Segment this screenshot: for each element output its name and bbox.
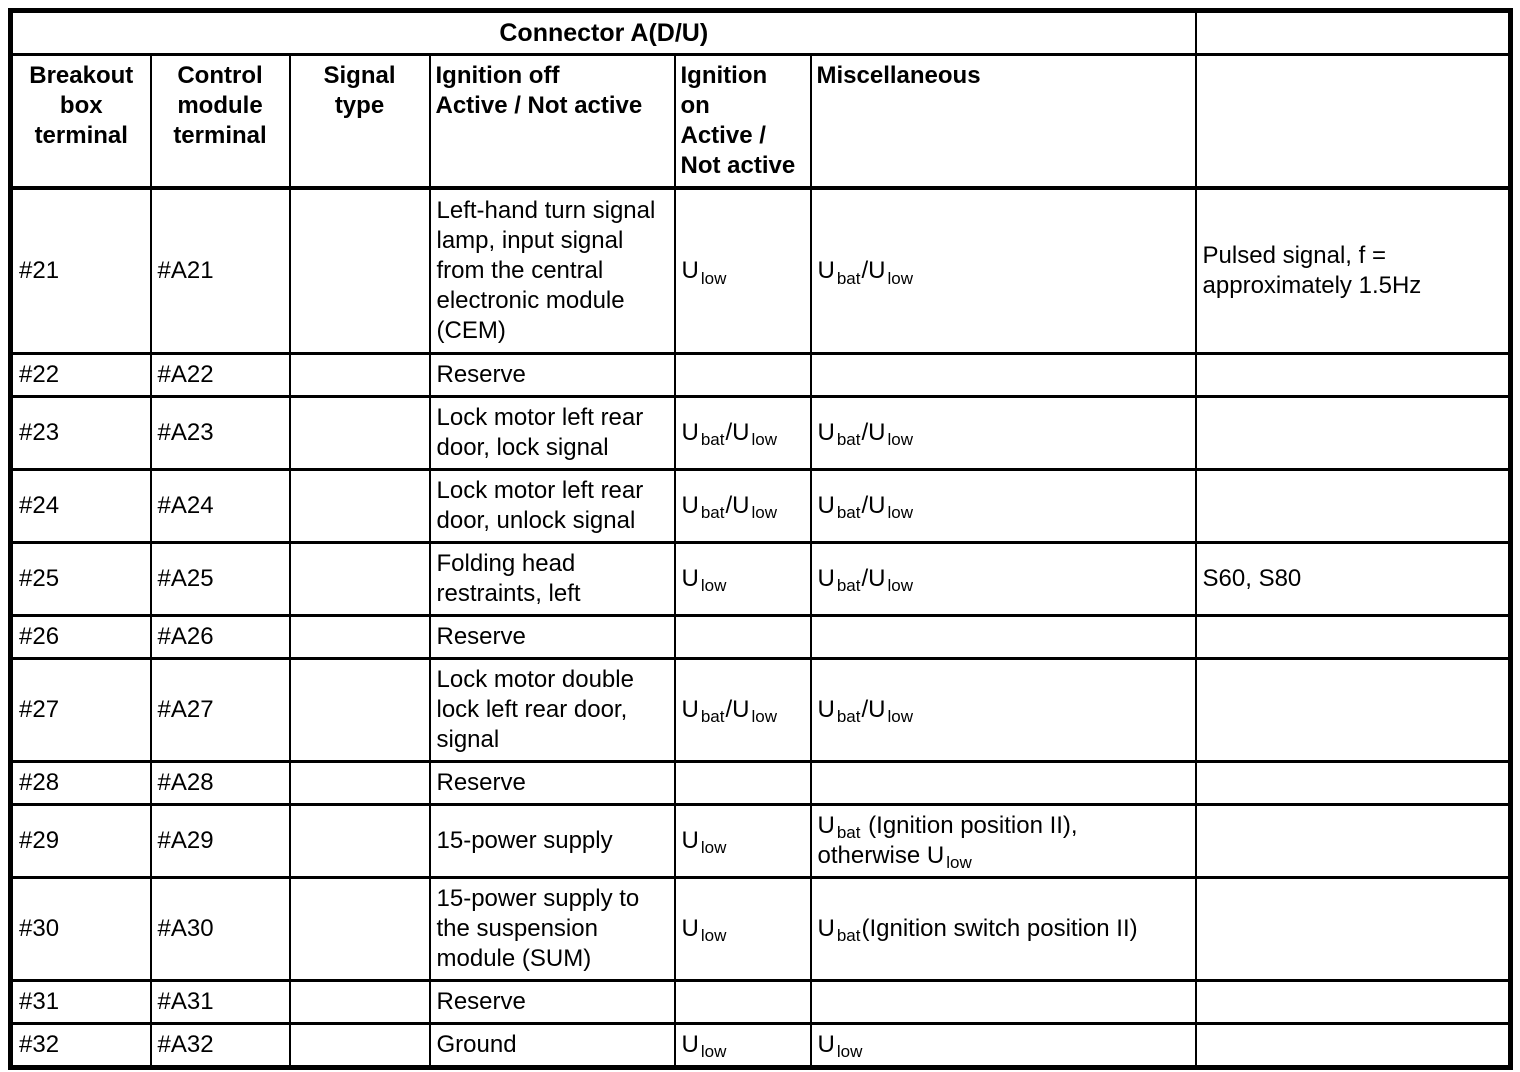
column-header-ignition-off: Ignition off Active / Not active — [430, 55, 675, 189]
cell-ignition-off: Reserve — [430, 980, 675, 1023]
cell-control-module-terminal: #A27 — [151, 658, 290, 761]
cell-control-module-terminal: #A30 — [151, 877, 290, 980]
cell-notes — [1196, 469, 1511, 542]
cell-ignition-on: U $_{bat}$/U $_{low}$ — [675, 469, 811, 542]
cell-ignition-off: Folding head restraints, left — [430, 542, 675, 615]
cell-signal-type — [290, 542, 430, 615]
column-header-signal-type: Signal type — [290, 55, 430, 189]
cell-notes — [1196, 615, 1511, 658]
cell-ignition-off: Left-hand turn signal lamp, input signal from the central electronic module (CEM) — [430, 188, 675, 353]
cell-miscellaneous — [811, 980, 1196, 1023]
cell-miscellaneous: U $_{bat}$(Ignition switch position II) — [811, 877, 1196, 980]
table-row-27 — [11, 658, 1511, 761]
cell-miscellaneous — [811, 353, 1196, 396]
cell-ignition-off: Lock motor double lock left rear door, signal — [430, 658, 675, 761]
cell-notes — [1196, 877, 1511, 980]
cell-breakout-box-terminal: #22 — [11, 353, 151, 396]
cell-breakout-box-terminal: #26 — [11, 615, 151, 658]
table-row-30 — [11, 877, 1511, 980]
cell-breakout-box-terminal: #30 — [11, 877, 151, 980]
cell-breakout-box-terminal: #32 — [11, 1023, 151, 1067]
cell-notes — [1196, 353, 1511, 396]
cell-control-module-terminal: #A26 — [151, 615, 290, 658]
cell-ignition-on: U $_{low}$ — [675, 542, 811, 615]
cell-signal-type — [290, 658, 430, 761]
table-row-32 — [11, 1023, 1511, 1067]
table-row-31 — [11, 980, 1511, 1023]
cell-signal-type — [290, 804, 430, 877]
header-row — [11, 55, 1511, 189]
cell-control-module-terminal: #A25 — [151, 542, 290, 615]
cell-notes: Pulsed signal, f = approximately 1.5Hz — [1196, 188, 1511, 353]
cell-control-module-terminal: #A23 — [151, 396, 290, 469]
cell-miscellaneous: U $_{bat}$/U $_{low}$ — [811, 469, 1196, 542]
table-row-24 — [11, 469, 1511, 542]
cell-ignition-off: Lock motor left rear door, unlock signal — [430, 469, 675, 542]
cell-signal-type — [290, 1023, 430, 1067]
cell-control-module-terminal: #A29 — [151, 804, 290, 877]
cell-control-module-terminal: #A28 — [151, 761, 290, 804]
cell-signal-type — [290, 761, 430, 804]
cell-ignition-on: U $_{low}$ — [675, 188, 811, 353]
cell-notes: S60, S80 — [1196, 542, 1511, 615]
cell-signal-type — [290, 615, 430, 658]
table-row-28 — [11, 761, 1511, 804]
cell-control-module-terminal: #A24 — [151, 469, 290, 542]
cell-miscellaneous: U $_{bat}$/U $_{low}$ — [811, 542, 1196, 615]
cell-miscellaneous: U $_{low}$ — [811, 1023, 1196, 1067]
cell-ignition-off: Reserve — [430, 615, 675, 658]
cell-ignition-on: U $_{low}$ — [675, 877, 811, 980]
cell-notes — [1196, 1023, 1511, 1067]
cell-miscellaneous — [811, 761, 1196, 804]
title-row — [11, 11, 1511, 55]
cell-miscellaneous — [811, 615, 1196, 658]
cell-ignition-on — [675, 761, 811, 804]
table-row-26 — [11, 615, 1511, 658]
column-header-notes — [1196, 55, 1511, 189]
cell-miscellaneous: U $_{bat}$/U $_{low}$ — [811, 396, 1196, 469]
cell-ignition-on: U $_{bat}$/U $_{low}$ — [675, 658, 811, 761]
table-row-25 — [11, 542, 1511, 615]
cell-breakout-box-terminal: #25 — [11, 542, 151, 615]
cell-ignition-on — [675, 980, 811, 1023]
column-header-control-module-terminal: Control module terminal — [151, 55, 290, 189]
cell-signal-type — [290, 353, 430, 396]
table-row-29 — [11, 804, 1511, 877]
cell-ignition-off: Lock motor left rear door, lock signal — [430, 396, 675, 469]
cell-signal-type — [290, 188, 430, 353]
cell-ignition-off: 15-power supply to the suspension module (SUM) — [430, 877, 675, 980]
table-row-22 — [11, 353, 1511, 396]
cell-notes — [1196, 804, 1511, 877]
cell-miscellaneous: U $_{bat}$/U $_{low}$ — [811, 658, 1196, 761]
cell-notes — [1196, 658, 1511, 761]
cell-notes — [1196, 396, 1511, 469]
cell-breakout-box-terminal: #31 — [11, 980, 151, 1023]
cell-ignition-on: U $_{low}$ — [675, 1023, 811, 1067]
cell-breakout-box-terminal: #21 — [11, 188, 151, 353]
cell-notes — [1196, 761, 1511, 804]
cell-ignition-on — [675, 615, 811, 658]
cell-signal-type — [290, 396, 430, 469]
cell-ignition-off: Reserve — [430, 761, 675, 804]
cell-signal-type — [290, 469, 430, 542]
table-row-23 — [11, 396, 1511, 469]
title-row-empty-cell — [1196, 11, 1511, 55]
cell-ignition-on: U $_{bat}$/U $_{low}$ — [675, 396, 811, 469]
cell-breakout-box-terminal: #23 — [11, 396, 151, 469]
cell-miscellaneous: U $_{bat}$ (Ignition position II), otherwise U $_{low}$ — [811, 804, 1196, 877]
cell-breakout-box-terminal: #24 — [11, 469, 151, 542]
cell-breakout-box-terminal: #28 — [11, 761, 151, 804]
table-body — [11, 188, 1511, 1067]
cell-control-module-terminal: #A32 — [151, 1023, 290, 1067]
connector-a-table — [8, 8, 1513, 1070]
cell-breakout-box-terminal: #27 — [11, 658, 151, 761]
cell-control-module-terminal: #A22 — [151, 353, 290, 396]
table-row-21 — [11, 188, 1511, 353]
cell-ignition-off: Reserve — [430, 353, 675, 396]
cell-control-module-terminal: #A31 — [151, 980, 290, 1023]
cell-breakout-box-terminal: #29 — [11, 804, 151, 877]
cell-signal-type — [290, 877, 430, 980]
cell-ignition-on — [675, 353, 811, 396]
cell-ignition-off: 15-power supply — [430, 804, 675, 877]
cell-ignition-off: Ground — [430, 1023, 675, 1067]
cell-control-module-terminal: #A21 — [151, 188, 290, 353]
cell-notes — [1196, 980, 1511, 1023]
cell-signal-type — [290, 980, 430, 1023]
column-header-miscellaneous: Miscellaneous — [811, 55, 1196, 189]
table-title: Connector A(D/U) — [11, 11, 1196, 55]
column-header-breakout-box-terminal: Breakout box terminal — [11, 55, 151, 189]
cell-miscellaneous: U $_{bat}$/U $_{low}$ — [811, 188, 1196, 353]
cell-ignition-on: U $_{low}$ — [675, 804, 811, 877]
column-header-ignition-on: Ignition on Active / Not active — [675, 55, 811, 189]
